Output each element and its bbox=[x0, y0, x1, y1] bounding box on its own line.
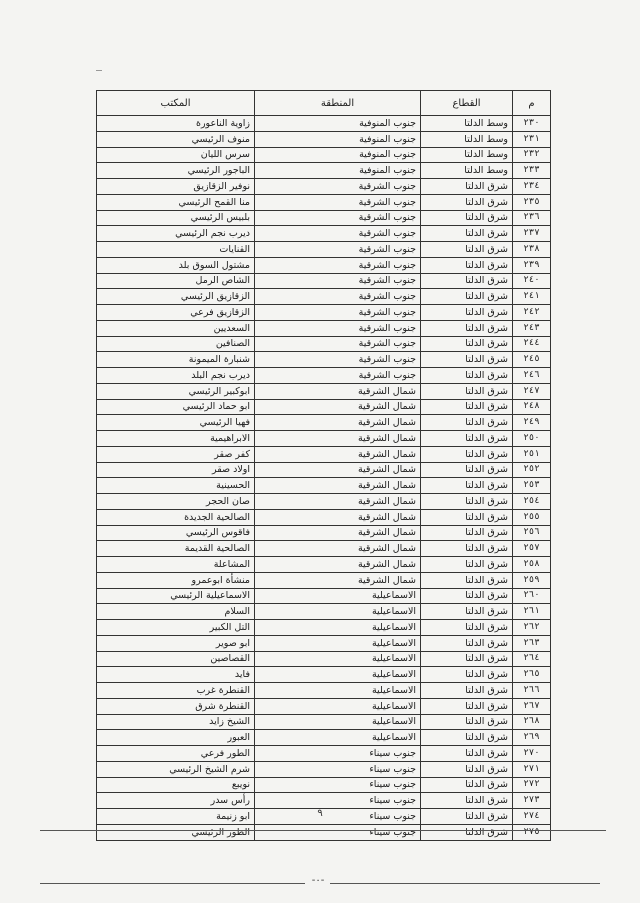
cell-m: ٢٤٩ bbox=[513, 415, 551, 431]
cell-region: جنوب سيناء bbox=[255, 746, 421, 762]
cell-m: ٢٤٧ bbox=[513, 383, 551, 399]
table-row bbox=[97, 478, 551, 494]
cell-region: الاسماعيلية bbox=[255, 604, 421, 620]
cell-region: الاسماعيلية bbox=[255, 667, 421, 683]
table-row bbox=[97, 494, 551, 510]
cell-sector: شرق الدلتا bbox=[421, 446, 513, 462]
cell-office: القنطرة غرب bbox=[97, 683, 255, 699]
cell-m: ٢٤٨ bbox=[513, 399, 551, 415]
cell-sector: شرق الدلتا bbox=[421, 399, 513, 415]
table-row bbox=[97, 572, 551, 588]
cell-m: ٢٣٣ bbox=[513, 163, 551, 179]
cell-region: شمال الشرقية bbox=[255, 572, 421, 588]
table-row bbox=[97, 257, 551, 273]
cell-sector: شرق الدلتا bbox=[421, 352, 513, 368]
cell-sector: شرق الدلتا bbox=[421, 525, 513, 541]
table-row bbox=[97, 163, 551, 179]
table-row bbox=[97, 509, 551, 525]
cell-m: ٢٥١ bbox=[513, 446, 551, 462]
cell-region: جنوب الشرقية bbox=[255, 257, 421, 273]
table-row bbox=[97, 289, 551, 305]
table-row bbox=[97, 399, 551, 415]
table-row bbox=[97, 305, 551, 321]
cell-sector: شرق الدلتا bbox=[421, 683, 513, 699]
cell-region: شمال الشرقية bbox=[255, 478, 421, 494]
cell-office: الشاص الرمل bbox=[97, 273, 255, 289]
cell-region: جنوب الشرقية bbox=[255, 336, 421, 352]
cell-m: ٢٣٤ bbox=[513, 179, 551, 195]
cell-region: الاسماعيلية bbox=[255, 698, 421, 714]
cell-sector: شرق الدلتا bbox=[421, 383, 513, 399]
cell-sector: شرق الدلتا bbox=[421, 494, 513, 510]
cell-office: الباجور الرئيسي bbox=[97, 163, 255, 179]
cell-office: فاقوس الرئيسي bbox=[97, 525, 255, 541]
cell-office: فايد bbox=[97, 667, 255, 683]
cell-office: منا القمح الرئيسي bbox=[97, 194, 255, 210]
cell-region: شمال الشرقية bbox=[255, 399, 421, 415]
cell-sector: شرق الدلتا bbox=[421, 368, 513, 384]
cell-m: ٢٥٩ bbox=[513, 572, 551, 588]
table-row bbox=[97, 777, 551, 793]
cell-m: ٢٥٠ bbox=[513, 431, 551, 447]
cell-m: ٢٤١ bbox=[513, 289, 551, 305]
cell-m: ٢٥٥ bbox=[513, 509, 551, 525]
cell-office: الصالحية الجديدة bbox=[97, 509, 255, 525]
table-row bbox=[97, 242, 551, 258]
cell-office: الطور الرئيسي bbox=[97, 824, 255, 840]
cell-sector: وسط الدلتا bbox=[421, 147, 513, 163]
cell-m: ٢٤٦ bbox=[513, 368, 551, 384]
table-row bbox=[97, 604, 551, 620]
cell-region: جنوب سيناء bbox=[255, 809, 421, 825]
cell-office: مشتول السوق بلد bbox=[97, 257, 255, 273]
header-sector: القطاع bbox=[421, 91, 513, 116]
cell-office: منوف الرئيسي bbox=[97, 131, 255, 147]
table-row bbox=[97, 368, 551, 384]
table-row bbox=[97, 446, 551, 462]
cell-office: ابو صوير bbox=[97, 635, 255, 651]
cell-m: ٢٥٣ bbox=[513, 478, 551, 494]
header-office: المكتب bbox=[97, 91, 255, 116]
cell-region: جنوب الشرقية bbox=[255, 210, 421, 226]
cell-region: شمال الشرقية bbox=[255, 431, 421, 447]
cell-m: ٢٤٥ bbox=[513, 352, 551, 368]
footer-mark: -٠- bbox=[311, 875, 325, 886]
table-row bbox=[97, 698, 551, 714]
table-row bbox=[97, 179, 551, 195]
cell-region: شمال الشرقية bbox=[255, 383, 421, 399]
cell-region: جنوب المنوفية bbox=[255, 131, 421, 147]
cell-office: الحسينية bbox=[97, 478, 255, 494]
cell-office: ابوكبير الرئيسي bbox=[97, 383, 255, 399]
table-row bbox=[97, 557, 551, 573]
cell-office: نوفير الزقازيق bbox=[97, 179, 255, 195]
table-row bbox=[97, 746, 551, 762]
cell-office: كفر صقر bbox=[97, 446, 255, 462]
table-row bbox=[97, 462, 551, 478]
cell-sector: شرق الدلتا bbox=[421, 210, 513, 226]
cell-region: الاسماعيلية bbox=[255, 683, 421, 699]
cell-m: ٢٣٠ bbox=[513, 116, 551, 132]
cell-office: الطور فرعي bbox=[97, 746, 255, 762]
cell-sector: شرق الدلتا bbox=[421, 179, 513, 195]
table-row bbox=[97, 824, 551, 840]
cell-region: شمال الشرقية bbox=[255, 415, 421, 431]
header-region: المنطقة bbox=[255, 91, 421, 116]
cell-m: ٢٦٣ bbox=[513, 635, 551, 651]
cell-region: جنوب سيناء bbox=[255, 777, 421, 793]
page-number: ٩ bbox=[317, 808, 323, 819]
cell-m: ٢٦٥ bbox=[513, 667, 551, 683]
cell-region: جنوب الشرقية bbox=[255, 194, 421, 210]
cell-sector: شرق الدلتا bbox=[421, 415, 513, 431]
cell-sector: وسط الدلتا bbox=[421, 163, 513, 179]
cell-m: ٢٣٥ bbox=[513, 194, 551, 210]
cell-m: ٢٧٤ bbox=[513, 809, 551, 825]
cell-sector: شرق الدلتا bbox=[421, 730, 513, 746]
cell-region: جنوب سيناء bbox=[255, 824, 421, 840]
table-row bbox=[97, 383, 551, 399]
cell-m: ٢٥٢ bbox=[513, 462, 551, 478]
cell-office: بلبيس الرئيسي bbox=[97, 210, 255, 226]
cell-sector: شرق الدلتا bbox=[421, 226, 513, 242]
cell-m: ٢٧١ bbox=[513, 761, 551, 777]
cell-sector: شرق الدلتا bbox=[421, 714, 513, 730]
cell-sector: شرق الدلتا bbox=[421, 541, 513, 557]
cell-office: ديرب نجم البلد bbox=[97, 368, 255, 384]
cell-sector: شرق الدلتا bbox=[421, 746, 513, 762]
cell-office: السلام bbox=[97, 604, 255, 620]
cell-office: المشاعلة bbox=[97, 557, 255, 573]
cell-m: ٢٣٦ bbox=[513, 210, 551, 226]
table-row bbox=[97, 667, 551, 683]
table-row bbox=[97, 415, 551, 431]
table-row bbox=[97, 761, 551, 777]
cell-region: الاسماعيلية bbox=[255, 714, 421, 730]
table-row bbox=[97, 116, 551, 132]
table-row bbox=[97, 683, 551, 699]
table-row bbox=[97, 226, 551, 242]
cell-office: الاسماعيلية الرئيسي bbox=[97, 588, 255, 604]
cell-region: جنوب سيناء bbox=[255, 761, 421, 777]
cell-region: الاسماعيلية bbox=[255, 588, 421, 604]
cell-office: منشأة ابوعمرو bbox=[97, 572, 255, 588]
cell-office: السعديين bbox=[97, 320, 255, 336]
cell-office: صان الحجر bbox=[97, 494, 255, 510]
cell-m: ٢٥٦ bbox=[513, 525, 551, 541]
cell-sector: شرق الدلتا bbox=[421, 557, 513, 573]
table-row bbox=[97, 431, 551, 447]
cell-m: ٢٧٣ bbox=[513, 793, 551, 809]
cell-region: جنوب الشرقية bbox=[255, 368, 421, 384]
header-m: م bbox=[513, 91, 551, 116]
cell-sector: شرق الدلتا bbox=[421, 305, 513, 321]
cell-office: الزقازيق الرئيسي bbox=[97, 289, 255, 305]
cell-office: القنايات bbox=[97, 242, 255, 258]
cell-office: القنطرة شرق bbox=[97, 698, 255, 714]
cell-region: الاسماعيلية bbox=[255, 635, 421, 651]
cell-sector: شرق الدلتا bbox=[421, 572, 513, 588]
cell-sector: شرق الدلتا bbox=[421, 478, 513, 494]
cell-office: ابو حماد الرئيسي bbox=[97, 399, 255, 415]
cell-office: شرم الشيخ الرئيسي bbox=[97, 761, 255, 777]
cell-sector: شرق الدلتا bbox=[421, 667, 513, 683]
cell-sector: شرق الدلتا bbox=[421, 651, 513, 667]
cell-sector: شرق الدلتا bbox=[421, 289, 513, 305]
table-row bbox=[97, 194, 551, 210]
cell-region: جنوب المنوفية bbox=[255, 163, 421, 179]
cell-m: ٢٤٠ bbox=[513, 273, 551, 289]
cell-m: ٢٦٦ bbox=[513, 683, 551, 699]
cell-office: نويبع bbox=[97, 777, 255, 793]
cell-m: ٢٦٩ bbox=[513, 730, 551, 746]
cell-region: جنوب سيناء bbox=[255, 793, 421, 809]
cell-sector: شرق الدلتا bbox=[421, 604, 513, 620]
cell-sector: شرق الدلتا bbox=[421, 793, 513, 809]
cell-region: شمال الشرقية bbox=[255, 509, 421, 525]
cell-m: ٢٥٤ bbox=[513, 494, 551, 510]
table-row bbox=[97, 541, 551, 557]
cell-sector: وسط الدلتا bbox=[421, 131, 513, 147]
cell-sector: شرق الدلتا bbox=[421, 635, 513, 651]
table-row bbox=[97, 210, 551, 226]
cell-m: ٢٤٤ bbox=[513, 336, 551, 352]
cell-sector: شرق الدلتا bbox=[421, 509, 513, 525]
cell-region: الاسماعيلية bbox=[255, 620, 421, 636]
cell-m: ٢٥٨ bbox=[513, 557, 551, 573]
cell-office: شنبارة الميمونة bbox=[97, 352, 255, 368]
table-row bbox=[97, 793, 551, 809]
cell-m: ٢٤٣ bbox=[513, 320, 551, 336]
cell-office: الشيخ زايد bbox=[97, 714, 255, 730]
cell-office: الزقازيق فرعي bbox=[97, 305, 255, 321]
corner-mark bbox=[96, 70, 102, 75]
cell-sector: شرق الدلتا bbox=[421, 194, 513, 210]
cell-sector: وسط الدلتا bbox=[421, 116, 513, 132]
cell-region: جنوب الشرقية bbox=[255, 179, 421, 195]
cell-m: ٢٣٢ bbox=[513, 147, 551, 163]
cell-m: ٢٣٧ bbox=[513, 226, 551, 242]
cell-sector: شرق الدلتا bbox=[421, 620, 513, 636]
table-header-row bbox=[97, 91, 551, 116]
cell-sector: شرق الدلتا bbox=[421, 431, 513, 447]
cell-m: ٢٦٨ bbox=[513, 714, 551, 730]
cell-region: الاسماعيلية bbox=[255, 651, 421, 667]
cell-region: جنوب الشرقية bbox=[255, 226, 421, 242]
cell-sector: شرق الدلتا bbox=[421, 761, 513, 777]
cell-m: ٢٦٧ bbox=[513, 698, 551, 714]
cell-region: الاسماعيلية bbox=[255, 730, 421, 746]
table-row bbox=[97, 730, 551, 746]
cell-sector: شرق الدلتا bbox=[421, 824, 513, 840]
cell-office: الابراهيمية bbox=[97, 431, 255, 447]
cell-sector: شرق الدلتا bbox=[421, 336, 513, 352]
cell-office: اولاد صقر bbox=[97, 462, 255, 478]
cell-m: ٢٦٠ bbox=[513, 588, 551, 604]
cell-m: ٢٥٧ bbox=[513, 541, 551, 557]
cell-office: القصاصين bbox=[97, 651, 255, 667]
cell-region: جنوب الشرقية bbox=[255, 289, 421, 305]
table-row bbox=[97, 352, 551, 368]
footer-rule-left bbox=[40, 883, 305, 884]
cell-m: ٢٤٢ bbox=[513, 305, 551, 321]
cell-region: شمال الشرقية bbox=[255, 446, 421, 462]
table-row bbox=[97, 588, 551, 604]
cell-m: ٢٧٢ bbox=[513, 777, 551, 793]
cell-m: ٢٦١ bbox=[513, 604, 551, 620]
cell-office: ابو زنيمة bbox=[97, 809, 255, 825]
cell-sector: شرق الدلتا bbox=[421, 698, 513, 714]
cell-sector: شرق الدلتا bbox=[421, 777, 513, 793]
cell-region: شمال الشرقية bbox=[255, 494, 421, 510]
cell-m: ٢٦٤ bbox=[513, 651, 551, 667]
cell-region: شمال الشرقية bbox=[255, 462, 421, 478]
footer-rule bbox=[40, 830, 606, 831]
table-row bbox=[97, 635, 551, 651]
cell-region: شمال الشرقية bbox=[255, 525, 421, 541]
cell-region: جنوب الشرقية bbox=[255, 242, 421, 258]
cell-office: ديرب نجم الرئيسي bbox=[97, 226, 255, 242]
cell-m: ٢٧٥ bbox=[513, 824, 551, 840]
cell-office: الصالحية القديمة bbox=[97, 541, 255, 557]
cell-sector: شرق الدلتا bbox=[421, 809, 513, 825]
table-row bbox=[97, 273, 551, 289]
cell-office: فهيا الرئيسي bbox=[97, 415, 255, 431]
cell-office: رأس سدر bbox=[97, 793, 255, 809]
cell-office: العبور bbox=[97, 730, 255, 746]
table-row bbox=[97, 525, 551, 541]
cell-region: جنوب الشرقية bbox=[255, 273, 421, 289]
cell-office: التل الكبير bbox=[97, 620, 255, 636]
cell-region: شمال الشرقية bbox=[255, 541, 421, 557]
table-row bbox=[97, 131, 551, 147]
cell-office: الصنافين bbox=[97, 336, 255, 352]
table-row bbox=[97, 620, 551, 636]
cell-sector: شرق الدلتا bbox=[421, 462, 513, 478]
cell-m: ٢٧٠ bbox=[513, 746, 551, 762]
cell-sector: شرق الدلتا bbox=[421, 242, 513, 258]
offices-table bbox=[96, 90, 551, 841]
cell-region: شمال الشرقية bbox=[255, 557, 421, 573]
table-row bbox=[97, 320, 551, 336]
table-row bbox=[97, 336, 551, 352]
cell-m: ٢٦٢ bbox=[513, 620, 551, 636]
cell-m: ٢٣٩ bbox=[513, 257, 551, 273]
cell-region: جنوب الشرقية bbox=[255, 320, 421, 336]
cell-office: زاوية الناعورة bbox=[97, 116, 255, 132]
cell-sector: شرق الدلتا bbox=[421, 588, 513, 604]
cell-sector: شرق الدلتا bbox=[421, 257, 513, 273]
cell-region: جنوب الشرقية bbox=[255, 352, 421, 368]
footer-rule-right bbox=[330, 883, 600, 884]
table-row bbox=[97, 651, 551, 667]
cell-m: ٢٣٨ bbox=[513, 242, 551, 258]
cell-m: ٢٣١ bbox=[513, 131, 551, 147]
cell-sector: شرق الدلتا bbox=[421, 320, 513, 336]
cell-region: جنوب المنوفية bbox=[255, 147, 421, 163]
cell-office: سرس الليان bbox=[97, 147, 255, 163]
table-row bbox=[97, 714, 551, 730]
cell-sector: شرق الدلتا bbox=[421, 273, 513, 289]
table-row bbox=[97, 147, 551, 163]
cell-region: جنوب المنوفية bbox=[255, 116, 421, 132]
cell-region: جنوب الشرقية bbox=[255, 305, 421, 321]
